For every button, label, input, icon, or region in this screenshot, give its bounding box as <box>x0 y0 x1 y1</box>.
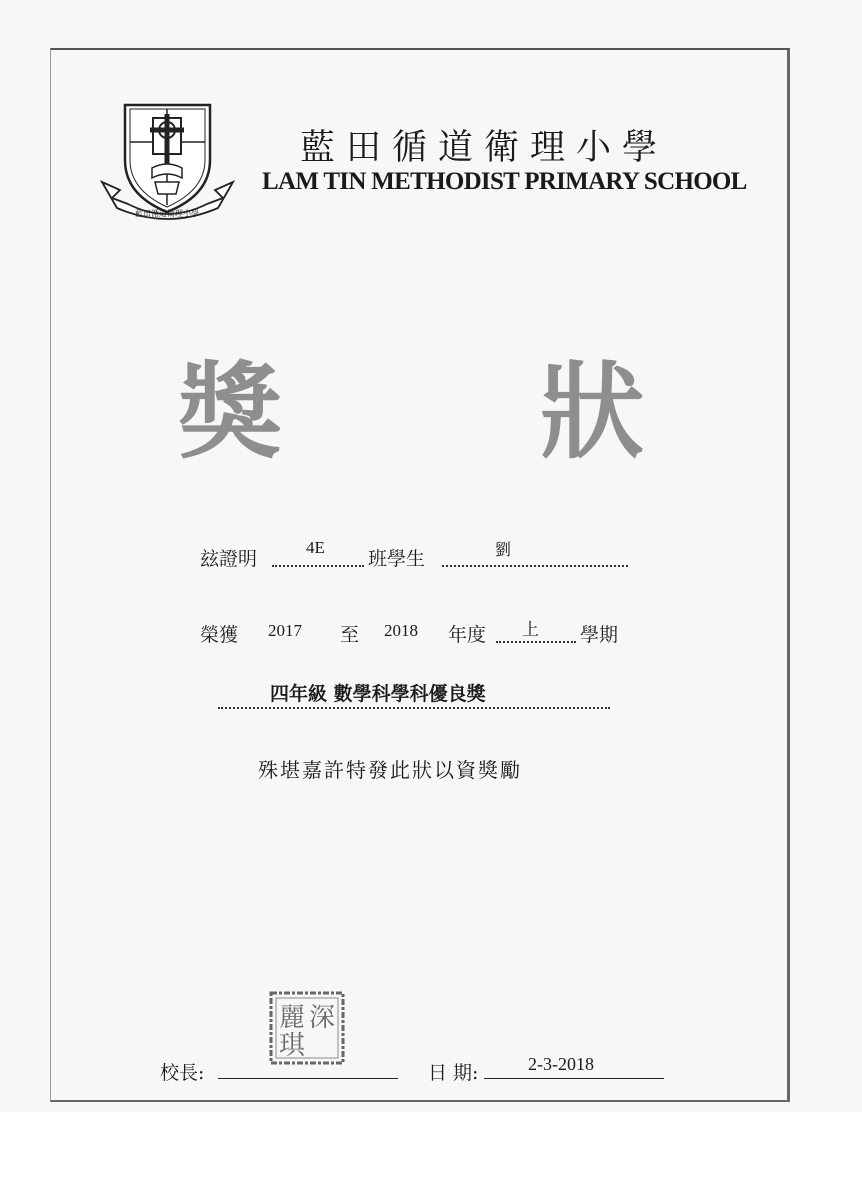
class-label: 班學生 <box>368 548 426 570</box>
term-label: 學期 <box>580 624 619 646</box>
seal-char-2: 麗 <box>278 1003 306 1033</box>
year-label: 年度 <box>448 624 487 646</box>
year-to-value: 2018 <box>384 621 418 640</box>
certify-prefix: 玆證明 <box>200 548 258 570</box>
principal-signature-line <box>218 1078 398 1079</box>
term-prefix: 榮獲 <box>200 624 239 646</box>
title-char-certificate: 狀 <box>540 351 645 473</box>
date-value: 2-3-2018 <box>528 1054 594 1074</box>
school-name-english: LAM TIN METHODIST PRIMARY SCHOOL <box>262 168 747 195</box>
award-name: 四年級 數學科學科優良獎 <box>270 683 486 705</box>
date-label: 日 期: <box>428 1062 479 1084</box>
scan-margin <box>0 1112 862 1200</box>
class-value: 4E <box>306 538 325 557</box>
seal-char-1: 深 <box>308 1003 336 1033</box>
seal-char-3: 琪 <box>278 1031 306 1061</box>
student-name-value: 劉 <box>495 540 512 559</box>
praise-text: 殊堪嘉許特發此狀以資獎勵 <box>258 758 522 782</box>
award-dotted-line <box>218 707 610 709</box>
term-value: 上 <box>522 620 539 640</box>
year-to-label: 至 <box>340 624 360 646</box>
crest-banner-text: 藍田循道衛理小學 <box>135 209 199 218</box>
principal-seal-stamp <box>268 990 346 1066</box>
principal-label: 校長: <box>160 1062 205 1084</box>
date-line <box>484 1078 664 1079</box>
term-dotted-line <box>496 641 576 643</box>
school-name-chinese: 藍田循道衛理小學 <box>300 128 669 168</box>
class-dotted-line <box>272 565 364 567</box>
school-crest-logo <box>100 100 235 228</box>
title-char-award: 獎 <box>178 351 283 473</box>
student-dotted-line <box>442 565 628 567</box>
year-from-value: 2017 <box>268 621 302 640</box>
